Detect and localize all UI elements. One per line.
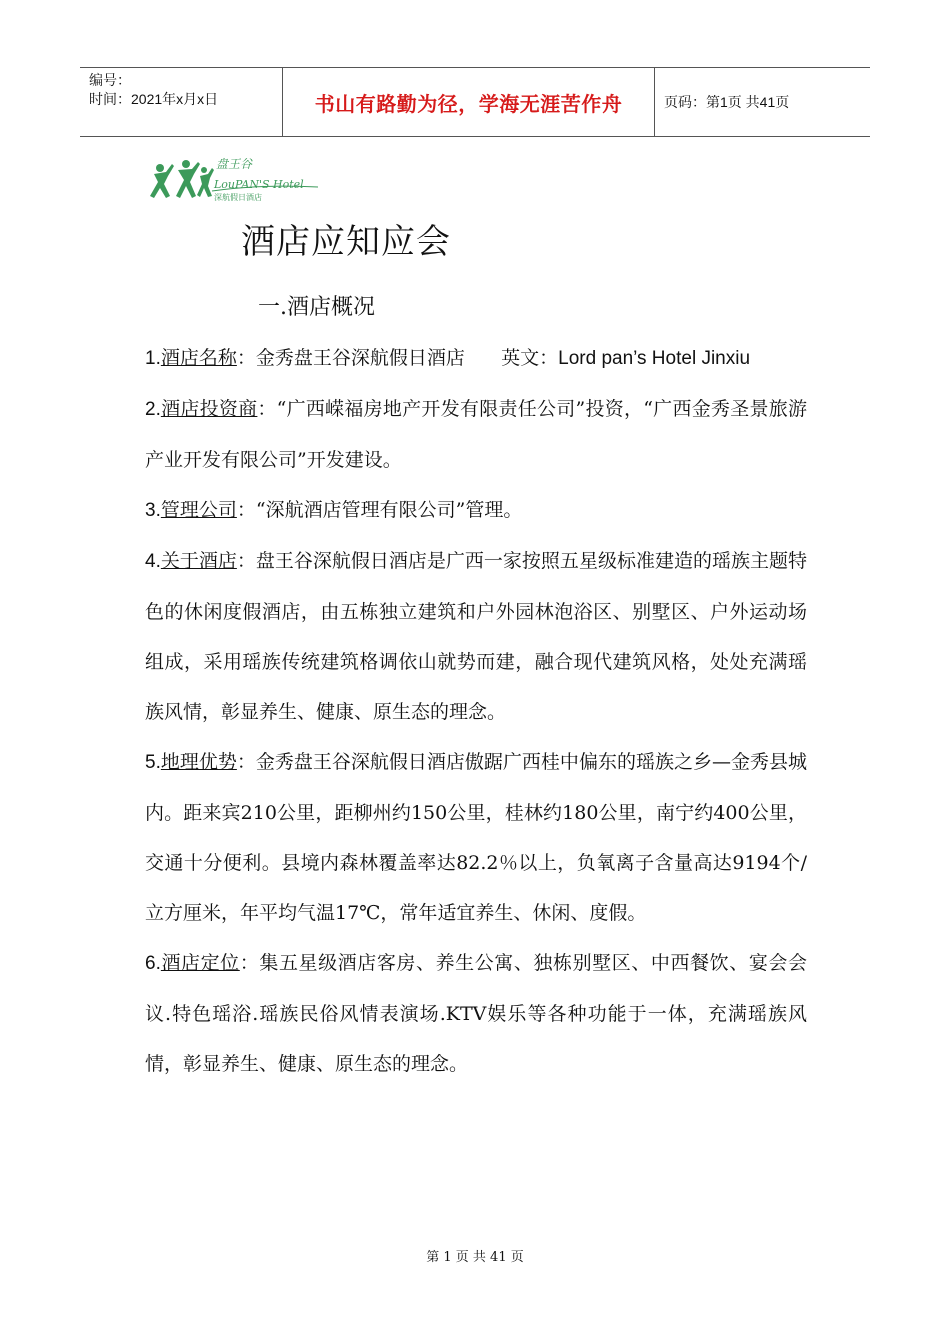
item-number: 3. [145,500,161,521]
item-number: 1. [145,348,161,369]
page-footer: 第 1 页 共 41 页 [426,1250,524,1265]
document-header-table [80,67,870,137]
item-key: 管理公司 [160,499,237,521]
item-text: 金秀盘王谷深航假日酒店傲踞广西桂中偏东的瑶族之乡—金秀县城内。距来宾210公里，距柳州约150公里，桂林约180公里，南宁约400公里，交通十分便利。县境内森林覆盖率达82.2％以上，负氧离子含量高达9194个/立方厘米，年平均气温17℃，常年适宜养生、休闲、度假。 [145,751,807,924]
item-sep: ： [236,550,256,572]
item-key: 地理优势 [160,751,237,773]
item-paragraph [145,938,807,1089]
item-paragraph [145,536,807,737]
item-text: “深航酒店管理有限公司”管理。 [255,499,523,521]
item-text: 金秀盘王谷深航假日酒店 英文： [255,347,559,369]
item-latin: Lord pan’s Hotel Jinxiu [558,348,751,369]
item-paragraph [145,737,807,938]
item-paragraph [145,333,807,384]
item-key: 酒店投资商 [160,398,258,420]
section-title: 一.酒店概况 [258,295,375,320]
page-info-text: 页码：第1页 共41页 [664,94,790,110]
item-text: 集五星级酒店客房、养生公寓、独栋别墅区、中西餐饮、宴会会议.特色瑶浴.瑶族民俗风情表演场.KTV娱乐等各种功能于一体，充满瑶族风情，彰显养生、健康、原生态的理念。 [145,952,807,1075]
page-info-cell [655,68,870,136]
logo-english-name: LouPAN'S Hotel [214,178,304,191]
motto-text: 书山有路勤为径，学海无涯苦作舟 [314,93,623,116]
item-sep: ： [236,347,256,369]
dancers-logo-icon [150,154,325,206]
item-sep: ： [239,952,260,974]
logo-chinese-name: 盘王谷 [216,157,253,171]
document-body [145,333,807,1089]
item-sep: ： [257,398,277,420]
document-title: 酒店应知应会 [241,222,451,262]
item-number: 2. [145,399,161,420]
item-number: 6. [145,953,161,974]
hotel-logo [150,154,325,206]
item-number: 4. [145,551,161,572]
motto-cell [282,68,655,136]
code-label: 编号： [89,72,131,88]
item-text: 盘王谷深航假日酒店是广西一家按照五星级标准建造的瑶族主题特色的休闲度假酒店，由五栋独立建筑和户外园林泡浴区、别墅区、户外运动场组成，采用瑶族传统建筑格调依山就势而建，融合现代建筑风格，处处充满瑶族风情，彰显养生、健康、原生态的理念。 [145,550,807,723]
header-meta-cell [80,68,282,136]
date-label: 时间：2021年x月x日 [89,91,219,107]
item-paragraph [145,485,807,536]
item-sep: ： [236,751,256,773]
item-text: “广西嵘福房地产开发有限责任公司”投资，“广西金秀圣景旅游产业开发有限公司”开发建设。 [145,398,807,471]
item-key: 酒店定位 [160,952,240,974]
item-key: 关于酒店 [160,550,237,572]
item-key: 酒店名称 [160,347,237,369]
logo-subtitle: 深航假日酒店 [214,193,262,202]
item-sep: ： [236,499,256,521]
item-number: 5. [145,752,161,773]
item-paragraph [145,384,807,485]
